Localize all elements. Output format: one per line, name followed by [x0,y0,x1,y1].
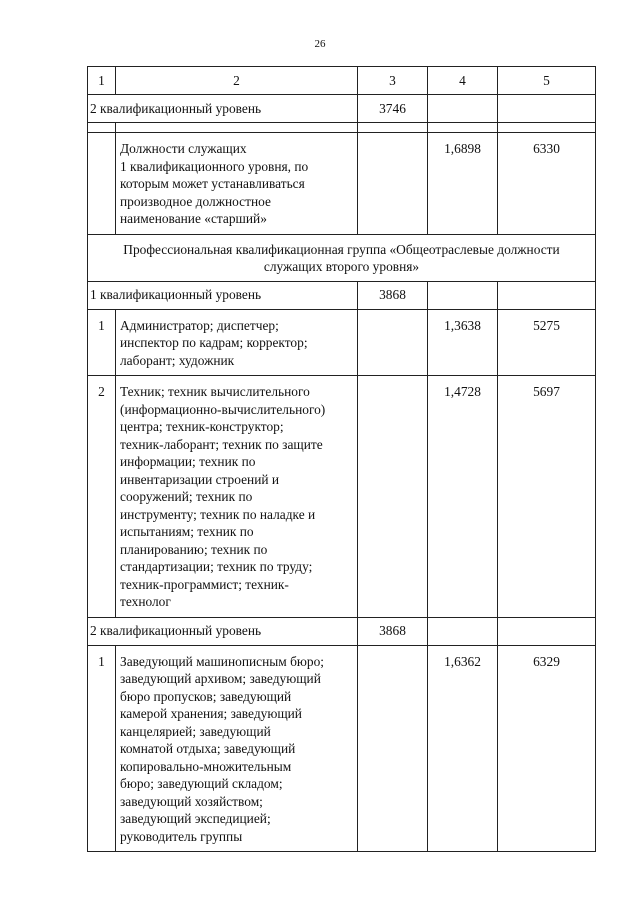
column-header-4: 4 [428,67,498,95]
empty-cell [358,376,428,618]
professional-group-heading-row [88,234,596,281]
description-line: лаборант; художник [120,352,235,368]
table-header-row [88,67,596,95]
description-line: комнатой отдыха; заведующий [120,741,296,756]
description-line: центра; техник-конструктор; [120,419,284,434]
coefficient-value: 1,3638 [428,309,498,376]
description-line: техник-программист; техник- [120,576,289,592]
description-line: (информационно-вычислительного) [120,401,326,417]
description-line: инвентаризации строений и [120,471,280,487]
empty-cell [358,133,428,235]
salary-value: 5275 [498,309,596,376]
salary-value: 5697 [498,376,596,618]
row-number: 2 [88,376,116,618]
empty-cell [498,95,596,123]
description-line: канцелярией; заведующий [120,723,271,739]
qualification-level-row [88,281,596,309]
salary-value: 6329 [498,645,596,852]
description-line: бюро пропусков; заведующий [120,688,292,704]
description-line: бюро; заведующий складом; [120,776,283,791]
description-line: сооружений; техник по [120,489,253,504]
description-line: копировально-множительным [120,758,292,774]
description-line: Должности служащих [120,141,247,156]
empty-cell [428,281,498,309]
table-row [88,309,596,376]
qualification-level-label: 2 квалификационный уровень [88,95,358,123]
base-salary-value: 3868 [358,617,428,645]
empty-cell [498,281,596,309]
description-line: стандартизации; техник по труду; [120,559,313,574]
description-line: планированию; техник по [120,541,268,557]
description-line: которым может устанавливаться [120,176,305,191]
description-line: технолог [120,594,171,609]
description-line: Администратор; диспетчер; [120,317,279,333]
description-line: заведующий архивом; заведующий [120,671,321,686]
description-line: руководитель группы [120,828,243,844]
empty-cell [358,645,428,852]
row-number: 1 [88,309,116,376]
empty-cell [428,617,498,645]
table-row [88,645,596,852]
table-row [88,133,596,235]
salary-value: 6330 [498,133,596,235]
column-header-3: 3 [358,67,428,95]
qualification-level-label: 1 квалификационный уровень [88,281,358,309]
position-description [116,645,358,852]
spacer-row [88,123,596,133]
description-line: инспектор по кадрам; корректор; [120,335,308,350]
row-number [88,133,116,235]
position-description [116,376,358,618]
description-line: камерой хранения; заведующий [120,706,302,721]
column-header-2: 2 [116,67,358,95]
page-number: 26 [314,38,326,50]
description-line: испытаниям; техник по [120,524,254,539]
qualification-level-label: 2 квалификационный уровень [88,617,358,645]
coefficient-value: 1,6362 [428,645,498,852]
empty-cell [428,95,498,123]
description-line: инструменту; техник по наладке и [120,506,316,522]
position-description [116,133,358,235]
qualification-level-row [88,617,596,645]
qualification-table [87,66,596,852]
empty-cell [358,309,428,376]
description-line: информации; техник по [120,454,256,469]
coefficient-value: 1,6898 [428,133,498,235]
column-header-5: 5 [498,67,596,95]
description-line: 1 квалификационного уровня, по [120,158,309,174]
description-line: техник-лаборант; техник по защите [120,436,323,452]
row-number: 1 [88,645,116,852]
description-line: Заведующий машинописным бюро; [120,653,325,669]
description-line: производное должностное [120,193,271,209]
coefficient-value: 1,4728 [428,376,498,618]
description-line: заведующий экспедицией; [120,811,271,826]
column-header-1: 1 [88,67,116,95]
description-line: наименование «старший» [120,211,267,226]
description-line: заведующий хозяйством; [120,793,263,809]
group-heading-line: Профессиональная квалификационная группа «Общеотраслевые должности [123,241,560,257]
base-salary-value: 3868 [358,281,428,309]
table-row [88,376,596,618]
professional-group-heading [88,234,596,281]
description-line: Техник; техник вычислительного [120,384,310,399]
empty-cell [498,617,596,645]
base-salary-value: 3746 [358,95,428,123]
position-description [116,309,358,376]
group-heading-line: служащих второго уровня» [263,259,420,274]
qualification-level-row [88,95,596,123]
